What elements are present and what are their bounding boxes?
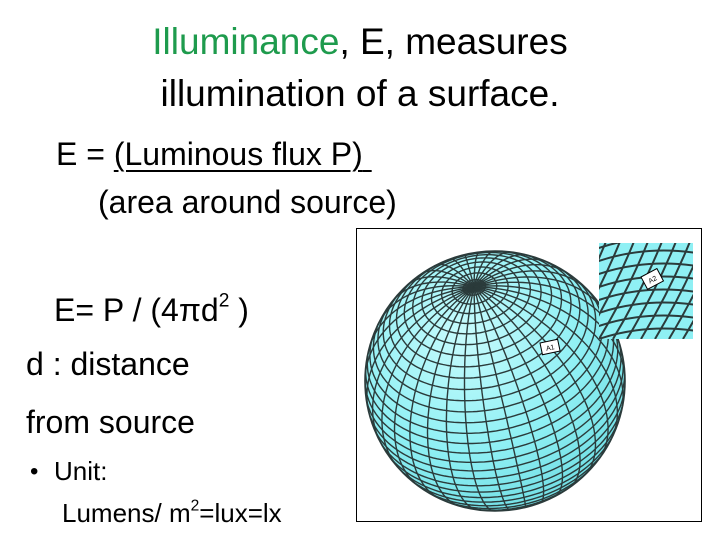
- title-line2: illumination of a surface.: [160, 73, 560, 114]
- unit-bullet: •: [30, 458, 39, 485]
- distance-line1: d : distance: [26, 346, 190, 382]
- formula-close: ): [229, 292, 249, 328]
- definition-numerator-line: [56, 136, 372, 173]
- area-label-a1: A1: [545, 344, 556, 353]
- unit-value: [62, 498, 282, 529]
- slide-title: [60, 16, 660, 120]
- sphere-illustration: [357, 229, 700, 520]
- formula-text: E= P / (4πd: [54, 292, 219, 328]
- unit-value-exponent: 2: [190, 497, 200, 515]
- definition-denominator: (area around source): [98, 184, 397, 220]
- formula-exponent: 2: [218, 290, 230, 312]
- title-highlight: Illuminance: [152, 21, 340, 62]
- title-rest: , E, measures: [339, 21, 568, 62]
- distance-line2: from source: [26, 404, 195, 440]
- unit-value-pre: Lumens/ m: [62, 498, 191, 528]
- unit-value-post: =lux=lx: [199, 498, 282, 528]
- definition-lhs: E =: [56, 136, 114, 172]
- formula: [54, 292, 249, 329]
- inset-grid-line: [593, 229, 697, 237]
- sphere-figure: [356, 228, 702, 522]
- area-label-a2: A2: [647, 275, 659, 286]
- definition-numerator: (Luminous flux P): [113, 136, 363, 172]
- unit-label: Unit:: [54, 456, 108, 486]
- inset-grid-line: [697, 239, 700, 339]
